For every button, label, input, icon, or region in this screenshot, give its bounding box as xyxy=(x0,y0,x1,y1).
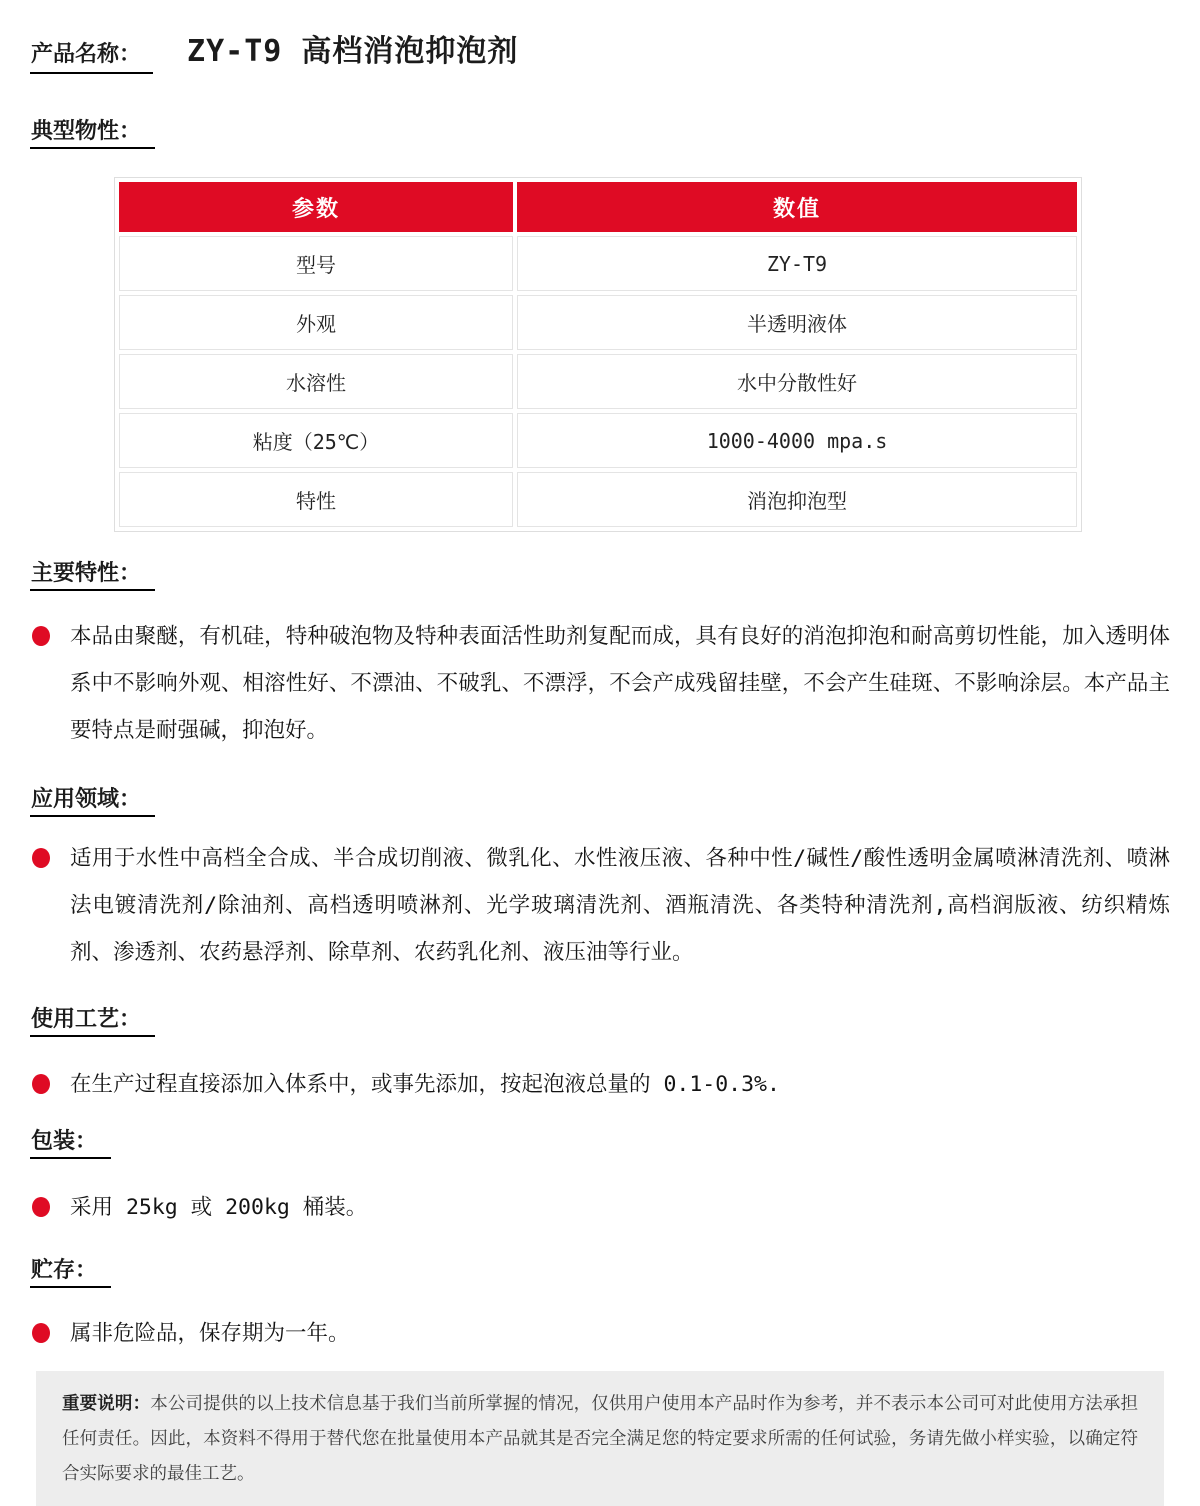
section-heading-features-label: 主要特性： xyxy=(30,563,155,591)
section-heading-usage-label: 使用工艺： xyxy=(30,1009,155,1037)
parameter-cell: 外观 xyxy=(119,295,513,350)
parameter-cell: 特性 xyxy=(119,472,513,527)
value-cell: 1000-4000 mpa.s xyxy=(517,413,1077,468)
important-note-box xyxy=(36,1371,1164,1506)
usage-bullet-item xyxy=(30,1061,1170,1108)
parameter-cell: 型号 xyxy=(119,236,513,291)
section-heading-storage-label: 贮存： xyxy=(30,1260,111,1288)
section-heading-usage xyxy=(30,1006,1170,1037)
document-title-row xyxy=(30,26,1170,74)
section-heading-features xyxy=(30,560,1170,591)
packaging-bullet-item xyxy=(30,1184,1170,1231)
value-cell: ZY-T9 xyxy=(517,236,1077,291)
section-heading-storage xyxy=(30,1257,1170,1288)
bullet-icon xyxy=(32,1197,50,1217)
parameter-cell: 粘度（25℃） xyxy=(119,413,513,468)
table-row xyxy=(119,413,1077,468)
applications-text: 适用于水性中高档全合成、半合成切削液、微乳化、水性液压液、各种中性/碱性/酸性透明金属喷淋清洗剂、喷淋法电镀清洗剂/除油剂、高档透明喷淋剂、光学玻璃清洗剂、酒瓶清洗、各类特种清洗剂,高档润版液、纺织精炼剂、渗透剂、农药悬浮剂、除草剂、农药乳化剂、液压油等行业。 xyxy=(70,846,1170,965)
product-name-label: 产品名称： xyxy=(30,37,153,74)
properties-table xyxy=(114,177,1082,532)
page-title: ZY-T9 高档消泡抑泡剂 xyxy=(187,34,519,69)
section-heading-packaging xyxy=(30,1128,1170,1159)
value-cell: 半透明液体 xyxy=(517,295,1077,350)
features-bullet-item xyxy=(30,613,1170,754)
bullet-icon xyxy=(32,1074,50,1094)
value-cell: 消泡抑泡型 xyxy=(517,472,1077,527)
section-heading-applications xyxy=(30,786,1170,817)
bullet-icon xyxy=(32,626,50,646)
features-text: 本品由聚醚，有机硅，特种破泡物及特种表面活性助剂复配而成，具有良好的消泡抑泡和耐高剪切性能，加入透明体系中不影响外观、相溶性好、不漂油、不破乳、不漂浮，不会产成残留挂壁，不会产生硅斑、不影响涂层。本产品主要特点是耐强碱，抑泡好。 xyxy=(70,624,1170,743)
section-heading-properties xyxy=(30,118,1170,149)
important-note-text: 本公司提供的以上技术信息基于我们当前所掌握的情况，仅供用户使用本产品时作为参考，并不表示本公司可对此使用方法承担任何责任。因此，本资料不得用于替代您在批量使用本产品就其是否完全满足您的特定要求所需的任何试验，务请先做小样实验，以确定符合实际要求的最佳工艺。 xyxy=(62,1394,1139,1484)
value-cell: 水中分散性好 xyxy=(517,354,1077,409)
section-heading-packaging-label: 包装： xyxy=(30,1131,111,1159)
applications-bullet-item xyxy=(30,835,1170,976)
table-row xyxy=(119,236,1077,291)
section-heading-applications-label: 应用领域： xyxy=(30,789,155,817)
table-row xyxy=(119,354,1077,409)
bullet-icon xyxy=(32,1323,50,1343)
section-heading-properties-label: 典型物性： xyxy=(30,121,155,149)
table-row xyxy=(119,295,1077,350)
table-header-parameter: 参数 xyxy=(119,182,513,232)
storage-text: 属非危险品，保存期为一年。 xyxy=(70,1321,350,1346)
parameter-cell: 水溶性 xyxy=(119,354,513,409)
usage-text: 在生产过程直接添加入体系中，或事先添加，按起泡液总量的 0.1-0.3%. xyxy=(70,1072,780,1097)
packaging-text: 采用 25kg 或 200kg 桶装。 xyxy=(70,1195,368,1220)
important-note-label: 重要说明： xyxy=(62,1394,151,1414)
bullet-icon xyxy=(32,848,50,868)
table-row xyxy=(119,472,1077,527)
storage-bullet-item xyxy=(30,1310,1170,1357)
table-header-value: 数值 xyxy=(517,182,1077,232)
table-header-row xyxy=(119,182,1077,232)
